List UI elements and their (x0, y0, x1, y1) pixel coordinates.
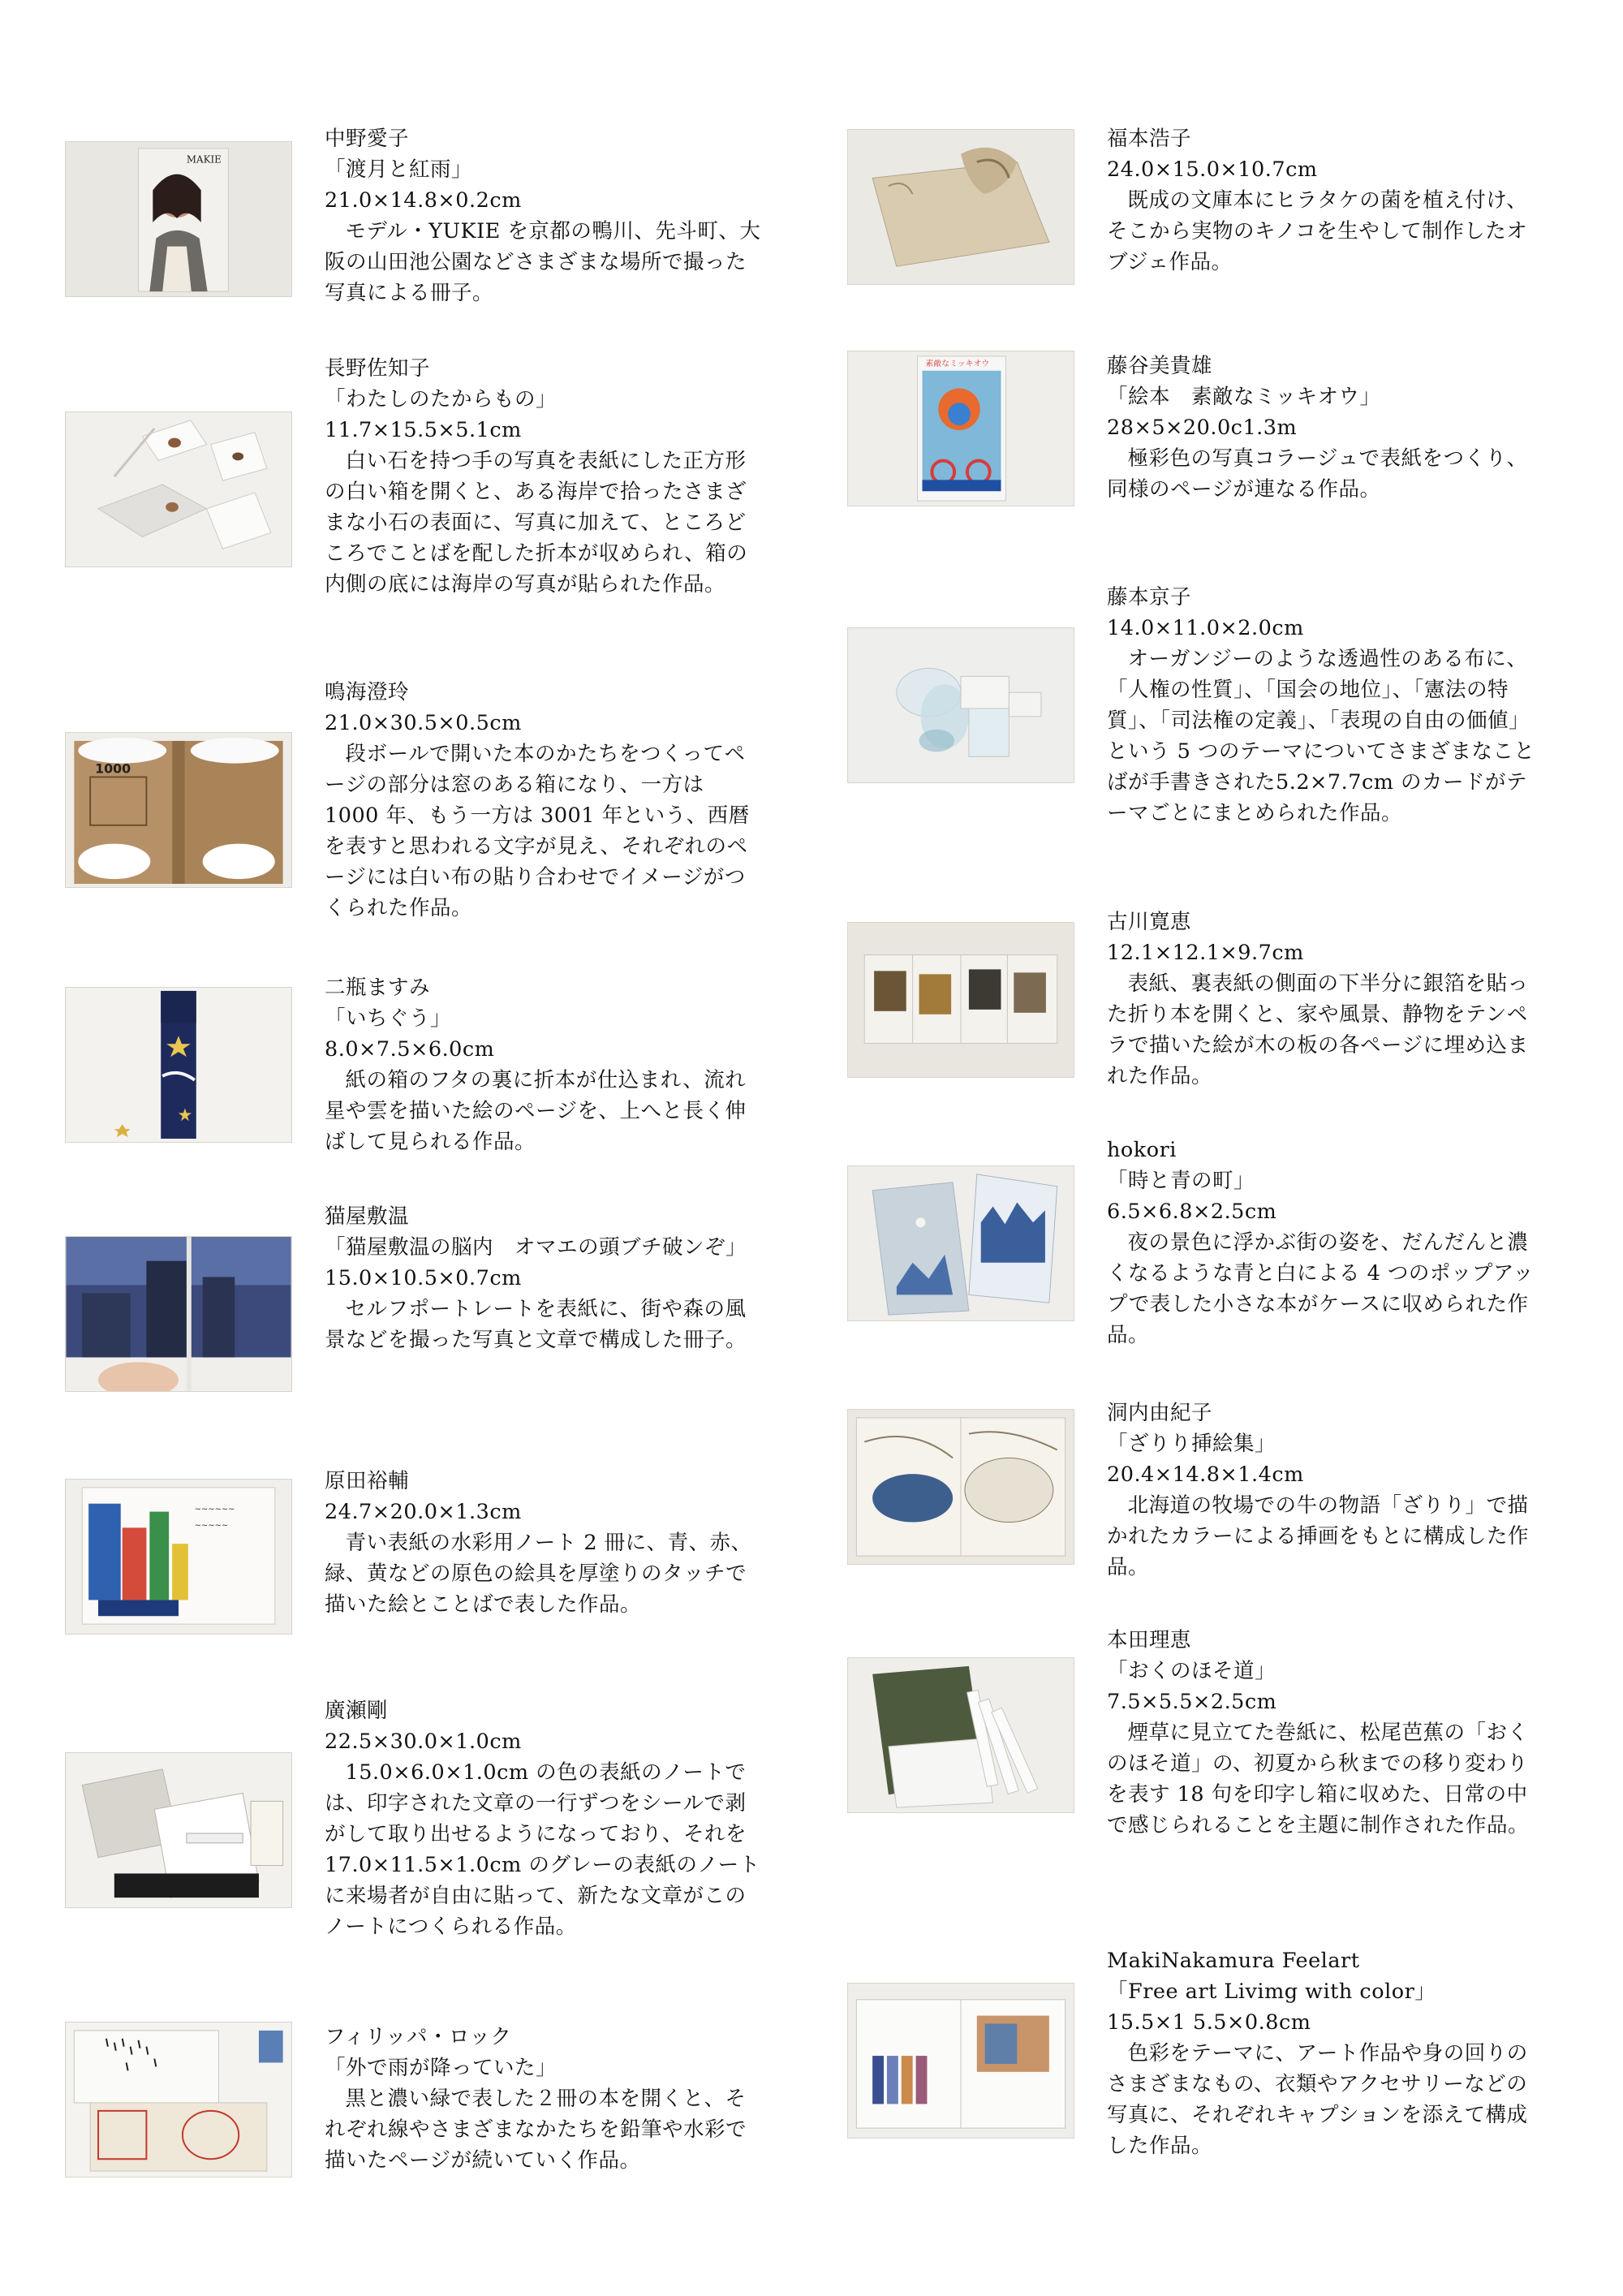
entry-text (325, 1201, 763, 1355)
night-city-photobook (66, 1237, 291, 1391)
work-description: 黒と濃い緑で表した２冊の本を開くと、それぞれ線やさまざまなかたちを鉛筆や水彩で描いたページが続いていく作品。 (325, 2087, 747, 2173)
svg-text:~~~~~: ~~~~~ (194, 1521, 229, 1531)
artist-name: 廣瀬剛 (325, 1699, 389, 1723)
color-art-book-photo (848, 1984, 1074, 2138)
work-description: 段ボールで開いた本のかたちをつくってページの部分は窓のある箱になり、一方は 1000 年、もう一方は 3001 年という、西暦を表すと思われる文字が見え、それぞれのページには白い布の貼り合わせでイメージがつくられた作品。 (325, 742, 750, 920)
artist-name: 猫屋敷温 (325, 1204, 410, 1229)
work-title: 「ざりり挿絵集」 (1107, 1432, 1276, 1456)
artwork-photo (65, 141, 292, 297)
work-description: 青い表紙の水彩用ノート 2 冊に、青、赤、緑、黄などの原色の絵具を厚塗りのタッチで描いた絵とことばで表した作品。 (325, 1531, 752, 1617)
work-description: 北海道の牧場での牛の物語「ざりり」で描かれたカラーによる挿画をもとに構成した作品。 (1107, 1493, 1530, 1579)
work-size: 7.5×5.5×2.5cm (1107, 1690, 1277, 1714)
artwork-photo (65, 1479, 292, 1635)
organza-cards-photo (848, 628, 1074, 782)
work-title: 「猫屋敷温の脳内 オマエの頭ブチ破ンぞ」 (325, 1235, 747, 1260)
artist-name: 福本浩子 (1107, 127, 1192, 151)
work-size: 28×5×20.0c1.3m (1107, 416, 1298, 440)
cardboard-book-photo (66, 733, 291, 887)
artwork-photo (847, 351, 1074, 506)
work-description: 15.0×6.0×1.0cm の色の表紙のノートでは、印字された文章の一行ずつをシールで剥がして取り出せるようになっており、それを 17.0×11.5×1.0cm のグレーの表紙のノートに来場者が自由に貼って、新たな文章がこのノートにつくられる作品。 (325, 1760, 760, 1939)
artwork-photo (65, 1752, 292, 1908)
artwork-photo (847, 1657, 1074, 1813)
cigarette-box-poems-photo (848, 1658, 1074, 1812)
entry-text (1107, 123, 1545, 278)
work-size: 22.5×30.0×1.0cm (325, 1730, 522, 1754)
work-size: 15.0×10.5×0.7cm (325, 1266, 522, 1290)
cow-illustration-book-photo (848, 1410, 1074, 1564)
artwork-photo (847, 922, 1074, 1078)
artist-name: 洞内由紀子 (1107, 1401, 1213, 1425)
book-cover-title: 素敵なミッキオウ (925, 359, 990, 368)
artist-name: 二瓶ますみ (325, 976, 431, 1000)
artist-name: 本田理恵 (1107, 1628, 1192, 1652)
artwork-photo (65, 732, 292, 888)
entry-text (1107, 1398, 1545, 1583)
work-title: 「絵本 素敵なミッキオウ」 (1107, 385, 1381, 409)
artist-name: 藤谷美貴雄 (1107, 354, 1213, 378)
entry-text (1107, 1945, 1545, 2161)
work-title: 「おくのほそ道」 (1107, 1659, 1276, 1683)
entry-text (325, 677, 763, 924)
picture-book-cover-photo (848, 351, 1074, 506)
entry-text (1107, 1625, 1545, 1841)
entry-text (325, 353, 763, 600)
work-title: 「渡月と紅雨」 (325, 157, 473, 182)
artist-name: 藤本京子 (1107, 585, 1192, 610)
tempera-accordion-book-photo (848, 923, 1074, 1077)
work-description: 既成の文庫本にヒラタケの菌を植え付け、そこから実物のキノコを生やして制作したオブジェ作品。 (1107, 188, 1528, 274)
entry-text (1107, 907, 1545, 1092)
artwork-photo (847, 1983, 1074, 2139)
artwork-photo (65, 1236, 292, 1392)
artwork-photo (847, 627, 1074, 783)
artist-name: hokori (1107, 1138, 1177, 1162)
watercolor-notebook-photo (66, 1480, 291, 1634)
work-size: 15.5×1 5.5×0.8cm (1107, 2010, 1311, 2035)
work-description: 色彩をテーマに、アート作品や身の回りのさまざまなもの、衣類やアクセサリーなどの写真に、それぞれキャプションを添えて構成した作品。 (1107, 2041, 1528, 2158)
work-size: 20.4×14.8×1.4cm (1107, 1462, 1304, 1487)
work-size: 11.7×15.5×5.1cm (325, 418, 522, 442)
entry-text (325, 1466, 763, 1620)
svg-text:~~~~~~: ~~~~~~ (194, 1505, 235, 1514)
work-description: オーガンジーのような透過性のある布に、「人権の性質」、「国会の地位」、「憲法の特質」、「司法権の定義」、「表現の自由の価値」という 5 つのテーマについてさまざまなことばが手書きされた5.2×7.7cm のカードがテーマごとにまとめられた作品。 (1107, 647, 1535, 825)
entry-text (1107, 351, 1545, 505)
work-size: 21.0×14.8×0.2cm (325, 188, 522, 213)
artwork-photo (847, 1409, 1074, 1565)
work-description: 煙草に見立てた巻紙に、松尾芭蕉の「おくのほそ道」の、初夏から秋までの移り変わりを表す 18 句を印字し箱に収めた、日常の中で感じられることを主題に制作された作品。 (1107, 1721, 1530, 1837)
artwork-photo (65, 987, 292, 1143)
artwork-photo (65, 2022, 292, 2178)
work-size: 14.0×11.0×2.0cm (1107, 616, 1304, 640)
work-description: 紙の箱のフタの裏に折本が仕込まれ、流れ星や雲を描いた絵のページを、上へと長く伸ばして見られる作品。 (325, 1068, 747, 1154)
work-size: 12.1×12.1×9.7cm (1107, 941, 1304, 965)
work-title: 「いちぐう」 (325, 1006, 452, 1031)
work-description: セルフポートレートを表紙に、街や森の風景などを撮った写真と文章で構成した冊子。 (325, 1297, 747, 1352)
magazine-logo-text: MAKIE (186, 153, 222, 166)
artwork-photo (847, 129, 1074, 285)
work-description: 極彩色の写真コラージュで表紙をつくり、同様のページが連なる作品。 (1107, 446, 1528, 502)
work-title: 「わたしのたからもの」 (325, 387, 558, 411)
entry-text (325, 972, 763, 1157)
star-foldout-photo (66, 988, 291, 1142)
white-box-photo (66, 412, 291, 566)
entry-text (1107, 1135, 1545, 1350)
artist-name: 古川寛恵 (1107, 910, 1192, 934)
work-size: 24.7×20.0×1.3cm (325, 1500, 522, 1524)
entry-text (1107, 582, 1545, 829)
entry-text (325, 123, 763, 308)
work-size: 24.0×15.0×10.7cm (1107, 157, 1318, 182)
artist-name: 中野愛子 (325, 127, 410, 151)
work-description: 白い石を持つ手の写真を表紙にした正方形の白い箱を開くと、ある海岸で拾ったさまざまな小石の表面に、写真に加えて、ところどころでことばを配した折本が収められ、箱の内側の底には海岸の写真が貼られた作品。 (325, 449, 748, 597)
work-title: 「外で雨が降っていた」 (325, 2056, 558, 2080)
artist-name: 原田裕輔 (325, 1469, 410, 1493)
work-description: モデル・YUKIE を京都の鴨川、先斗町、大阪の山田池公園などさまざまな場所で撮った写真による冊子。 (325, 219, 761, 305)
artwork-photo (65, 411, 292, 567)
entry-text (325, 1695, 763, 1942)
year-text: 1000 (95, 760, 131, 777)
work-size: 6.5×6.8×2.5cm (1107, 1200, 1277, 1224)
work-size: 21.0×30.5×0.5cm (325, 711, 522, 735)
artist-name: 長野佐知子 (325, 356, 431, 381)
artist-name: 鳴海澄玲 (325, 680, 410, 704)
artist-name: MakiNakamura Feelart (1107, 1949, 1360, 1973)
mushroom-book-photo (848, 130, 1074, 284)
portrait-magazine-image (66, 142, 291, 296)
work-description: 表紙、裏表紙の側面の下半分に銀箔を貼った折り本を開くと、家や風景、静物をテンペラで描いた絵が木の板の各ページに埋め込まれた作品。 (1107, 971, 1529, 1088)
work-size: 8.0×7.5×6.0cm (325, 1037, 495, 1062)
rain-drawing-book-photo (66, 2022, 291, 2177)
artist-name: フィリッパ・ロック (325, 2025, 512, 2049)
work-title: 「Free art Livimg with color」 (1107, 1979, 1436, 2004)
entry-text (325, 2022, 763, 2176)
work-description: 夜の景色に浮かぶ街の姿を、だんだんと濃くなるような青と白による 4 つのポップアップで表した小さな本がケースに収められた作品。 (1107, 1230, 1535, 1347)
blue-popup-book-photo (848, 1166, 1074, 1320)
sticker-notebooks-photo (66, 1753, 291, 1907)
artwork-photo (847, 1165, 1074, 1321)
work-title: 「時と青の町」 (1107, 1169, 1255, 1193)
